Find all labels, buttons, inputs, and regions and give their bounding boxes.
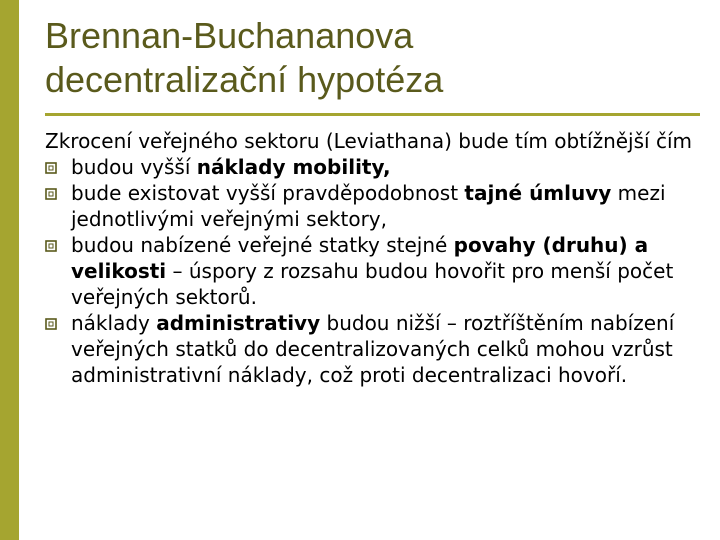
left-accent-bar [0, 0, 19, 540]
intro-paragraph: Zkrocení veřejného sektoru (Leviathana) bude tím obtížnější čím [45, 129, 692, 153]
bullet-item-collusion [45, 180, 695, 232]
hollow-square-bullet-icon [45, 188, 57, 200]
bullet-item-administration [45, 310, 695, 388]
bullet-bold-text: administrativy [156, 311, 321, 335]
slide-title-line-2: decentralizační hypotéza [45, 59, 444, 100]
bullet-text: budou nabízené veřejné statky stejné [71, 233, 454, 257]
hollow-square-bullet-icon [45, 240, 57, 252]
slide-title-line-1: Brennan-Buchananova [45, 15, 414, 56]
bullet-list [45, 154, 695, 388]
bullet-text: náklady [71, 311, 157, 335]
bullet-bold-text: náklady mobility, [196, 155, 391, 179]
bullet-text: budou nižší – roztříštěním nabízení veřejných statků do decentralizovaných celků mohou vzrůst administrativní náklady, což proti decentralizaci hovoří. [71, 311, 675, 387]
bullet-text: budou vyšší [71, 155, 197, 179]
hollow-square-bullet-icon [45, 318, 57, 330]
slide-title [45, 14, 685, 102]
slide-body [45, 128, 695, 388]
bullet-text: – úspory z rozsahu budou hovořit pro menší počet veřejných sektorů. [71, 259, 674, 309]
title-underline [45, 113, 700, 116]
hollow-square-bullet-icon [45, 162, 57, 174]
bullet-item-nature-size [45, 232, 695, 310]
bullet-bold-text: povahy (druhu) a velikosti [71, 233, 649, 283]
bullet-text: mezi jednotlivými veřejnými sektory, [71, 181, 666, 231]
bullet-text: bude existovat vyšší pravděpodobnost [71, 181, 465, 205]
bullet-bold-text: tajné úmluvy [464, 181, 612, 205]
bullet-item-mobility-costs [45, 154, 695, 180]
